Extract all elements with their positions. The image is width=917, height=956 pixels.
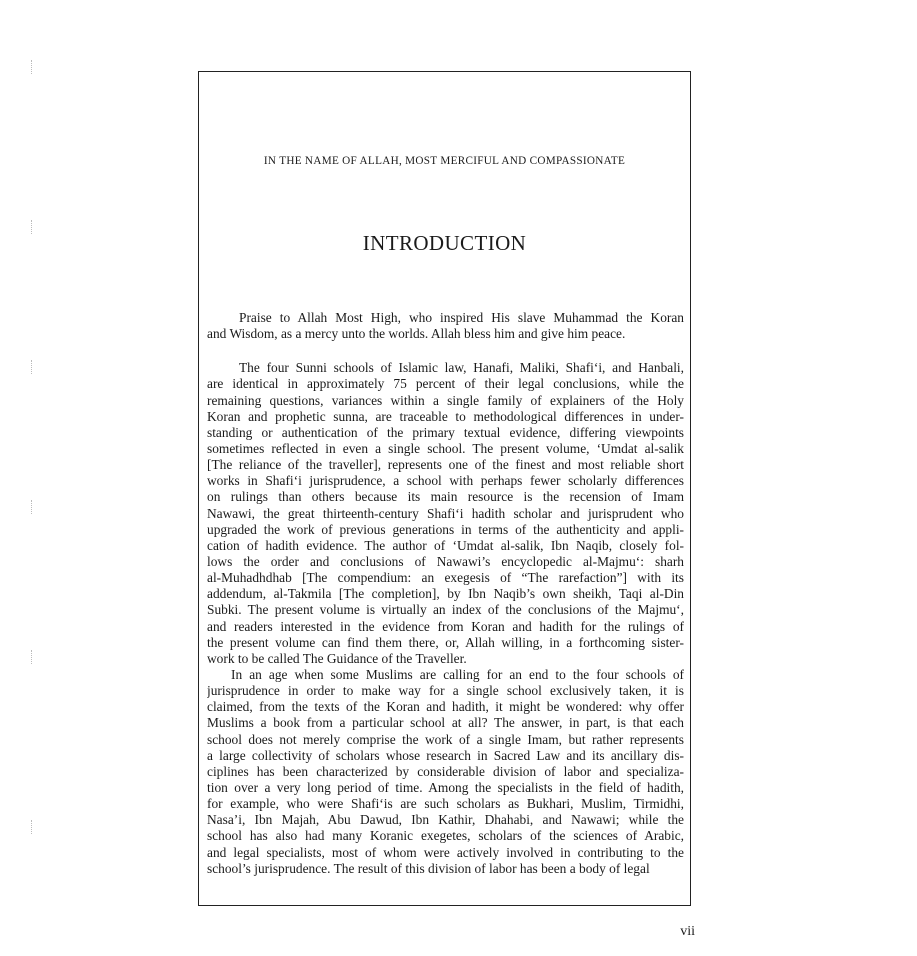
text-line: remaining questions, variances within a single family of explainers of the Holy bbox=[207, 392, 684, 408]
text-line: works in Shafi‘i jurisprudence, a school with perhaps fewer scholarly differences bbox=[207, 473, 684, 489]
text-line: In an age when some Muslims are calling for an end to the four schools of bbox=[231, 666, 684, 682]
text-line: cation of hadith evidence. The author of ‘Umdat al-salik, Ibn Naqib, closely fol- bbox=[207, 537, 684, 553]
page-title: INTRODUCTION bbox=[362, 231, 527, 255]
text-line: school has also had many Koranic exegetes, scholars of the sciences of Arabic, bbox=[207, 828, 684, 844]
text-line: Praise to Allah Most High, who inspired His slave Muhammad the Koran bbox=[239, 310, 684, 325]
text-line: the present volume can find them there, or, Allah willing, in a forthcoming sister- bbox=[207, 634, 684, 650]
text-line: lows the order and conclusions of Nawawi’s encyclopedic al-Majmu‘: sharh bbox=[207, 553, 684, 569]
text-line: work to be called The Guidance of the Traveller. bbox=[207, 650, 467, 666]
text-line: Nawawi, the great thirteenth-century Shafi‘i hadith scholar and jurisprudent who bbox=[207, 505, 684, 521]
text-line: and readers interested in the evidence from Koran and hadith for the rulings of bbox=[207, 618, 684, 634]
text-line: upgraded the work of previous generations in terms of the authenticity and appli- bbox=[207, 521, 684, 537]
paragraph-gap bbox=[207, 342, 684, 360]
text-line: and legal specialists, most of whom were actively involved in contributing to the bbox=[207, 844, 684, 860]
basmala-header: IN THE NAME OF ALLAH, MOST MERCIFUL AND COMPASSIONATE bbox=[263, 155, 626, 167]
text-line: for example, who were Shafi‘is are such scholars as Bukhari, Muslim, Tirmidhi, bbox=[207, 796, 684, 812]
text-line: ciplines has been characterized by considerable division of labor and specializa- bbox=[207, 763, 684, 779]
text-line: Koran and prophetic sunna, are traceable to methodological differences in under- bbox=[207, 408, 684, 424]
text-line: on rulings than others because its main resource is the recension of Imam bbox=[207, 489, 684, 505]
paragraph bbox=[207, 360, 684, 667]
paragraph bbox=[207, 310, 684, 342]
text-line: school does not merely comprise the work of a single Imam, but rather represents bbox=[207, 731, 684, 747]
paragraph bbox=[207, 667, 684, 877]
text-line: claimed, from the texts of the Koran and hadith, it might be wondered: why offer bbox=[207, 699, 684, 715]
text-line: [The reliance of the traveller], represents one of the finest and most reliable short bbox=[207, 457, 684, 473]
text-line: Muslims a book from a particular school at all? The answer, in part, is that each bbox=[207, 715, 684, 731]
text-line: sometimes reflected in even a single school. The present volume, ‘Umdat al-salik bbox=[207, 440, 684, 456]
text-line: Nasa’i, Ibn Majah, Abu Dawud, Ibn Kathir, Dhahabi, and Nawawi; while the bbox=[207, 812, 684, 828]
page-number: vii bbox=[680, 924, 695, 939]
page-frame bbox=[198, 71, 691, 906]
scan-margin-marks bbox=[31, 60, 33, 920]
text-line: are identical in approximately 75 percent of their legal conclusions, while the bbox=[207, 376, 684, 392]
text-line: and Wisdom, as a mercy unto the worlds. Allah bless him and give him peace. bbox=[207, 326, 626, 342]
text-line: al-Muhadhdhab [The compendium: an exegesis of “The rarefaction”] with its bbox=[207, 570, 684, 586]
text-line: The four Sunni schools of Islamic law, Hanafi, Maliki, Shafi‘i, and Hanbali, bbox=[239, 360, 684, 376]
text-line: jurisprudence in order to make way for a single school exclusively taken, it is bbox=[207, 683, 684, 699]
text-line: Subki. The present volume is virtually an index of the conclusions of the Majmu‘, bbox=[207, 602, 684, 618]
text-line: a large collectivity of scholars whose research in Sacred Law and its ancillary dis- bbox=[207, 747, 684, 763]
text-line: school’s jurisprudence. The result of this division of labor has been a body of legal bbox=[207, 860, 650, 876]
text-line: tion over a very long period of time. Among the specialists in the field of hadith, bbox=[207, 779, 684, 795]
text-line: standing or authentication of the primary textual evidence, differing viewpoints bbox=[207, 424, 684, 440]
introduction-body bbox=[207, 310, 684, 877]
text-line: addendum, al-Takmila [The completion], by Ibn Naqib’s own sheikh, Taqi al-Din bbox=[207, 586, 684, 602]
